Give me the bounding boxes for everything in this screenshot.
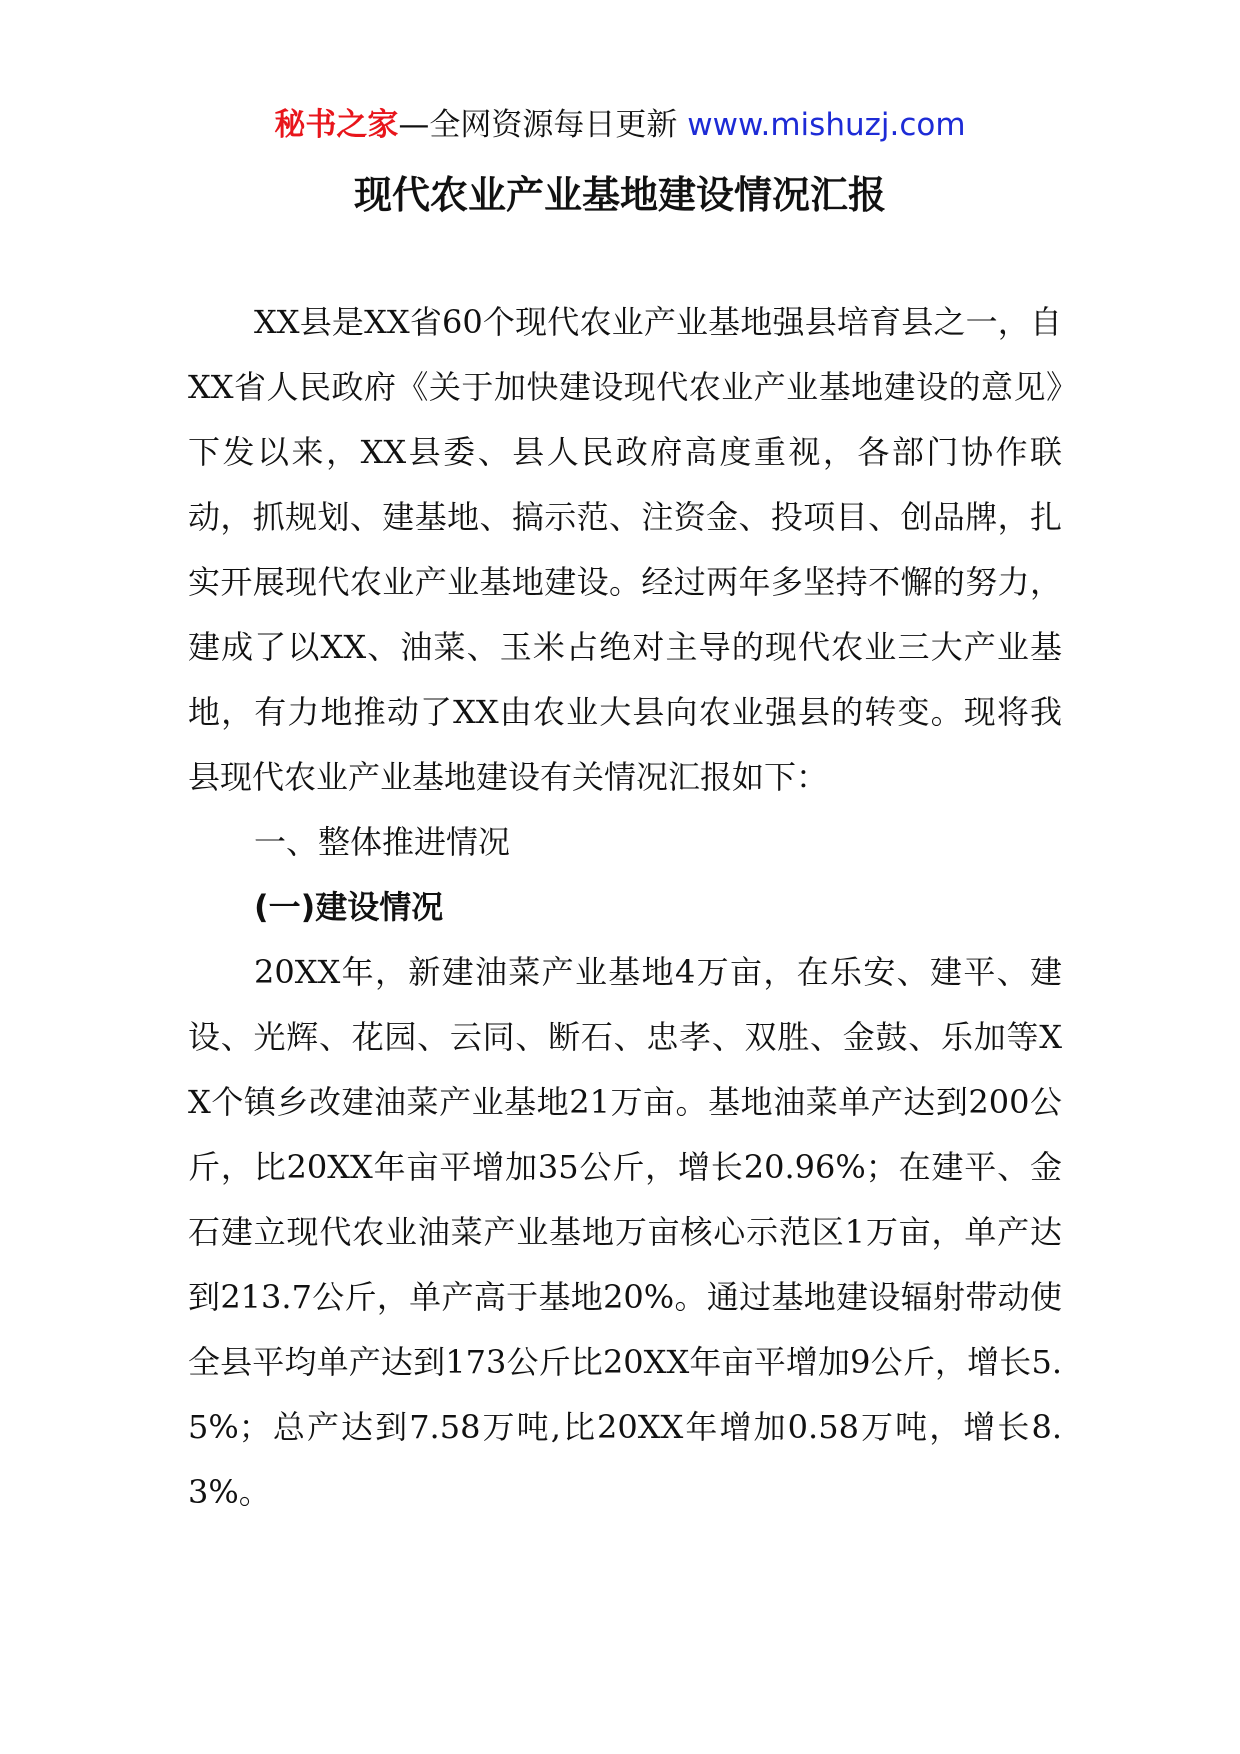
- intro-paragraph: XX县是XX省60个现代农业产业基地强县培育县之一，自XX省人民政府《关于加快建设现代农业产业基地建设的意见》下发以来，XX县委、县人民政府高度重视，各部门协作联动，抓规划、建基地、搞示范、注资金、投项目、创品牌，扎实开展现代农业产业基地建设。经过两年多坚持不懈的努力，建成了以XX、油菜、玉米占绝对主导的现代农业三大产业基地，有力地推动了XX由农业大县向农业强县的转变。现将我县现代农业产业基地建设有关情况汇报如下：: [188, 303, 1062, 796]
- site-header: [0, 100, 1240, 150]
- header-slogan: —全网资源每日更新: [398, 107, 688, 143]
- subsection-heading: (一)建设情况: [254, 888, 444, 926]
- section-heading: 一、整体推进情况: [254, 823, 511, 861]
- document-title: 现代农业产业基地建设情况汇报: [353, 173, 886, 217]
- document-body: [188, 290, 1062, 1525]
- site-url-link[interactable]: www.mishuzj.com: [687, 107, 966, 143]
- construction-paragraph: 20XX年，新建油菜产业基地4万亩，在乐安、建平、建设、光辉、花园、云同、断石、忠孝、双胜、金鼓、乐加等XX个镇乡改建油菜产业基地21万亩。基地油菜单产达到200公斤，比20XX年亩平增加35公斤，增长20.96%；在建平、金石建立现代农业油菜产业基地万亩核心示范区1万亩，单产达到213.7公斤，单产高于基地20%。通过基地建设辐射带动使全县平均单产达到173公斤比20XX年亩平增加9公斤，增长5.5%；总产达到7.58万吨,比20XX年增加0.58万吨，增长8.3%。: [188, 953, 1062, 1511]
- brand-name: 秘书之家: [274, 107, 399, 143]
